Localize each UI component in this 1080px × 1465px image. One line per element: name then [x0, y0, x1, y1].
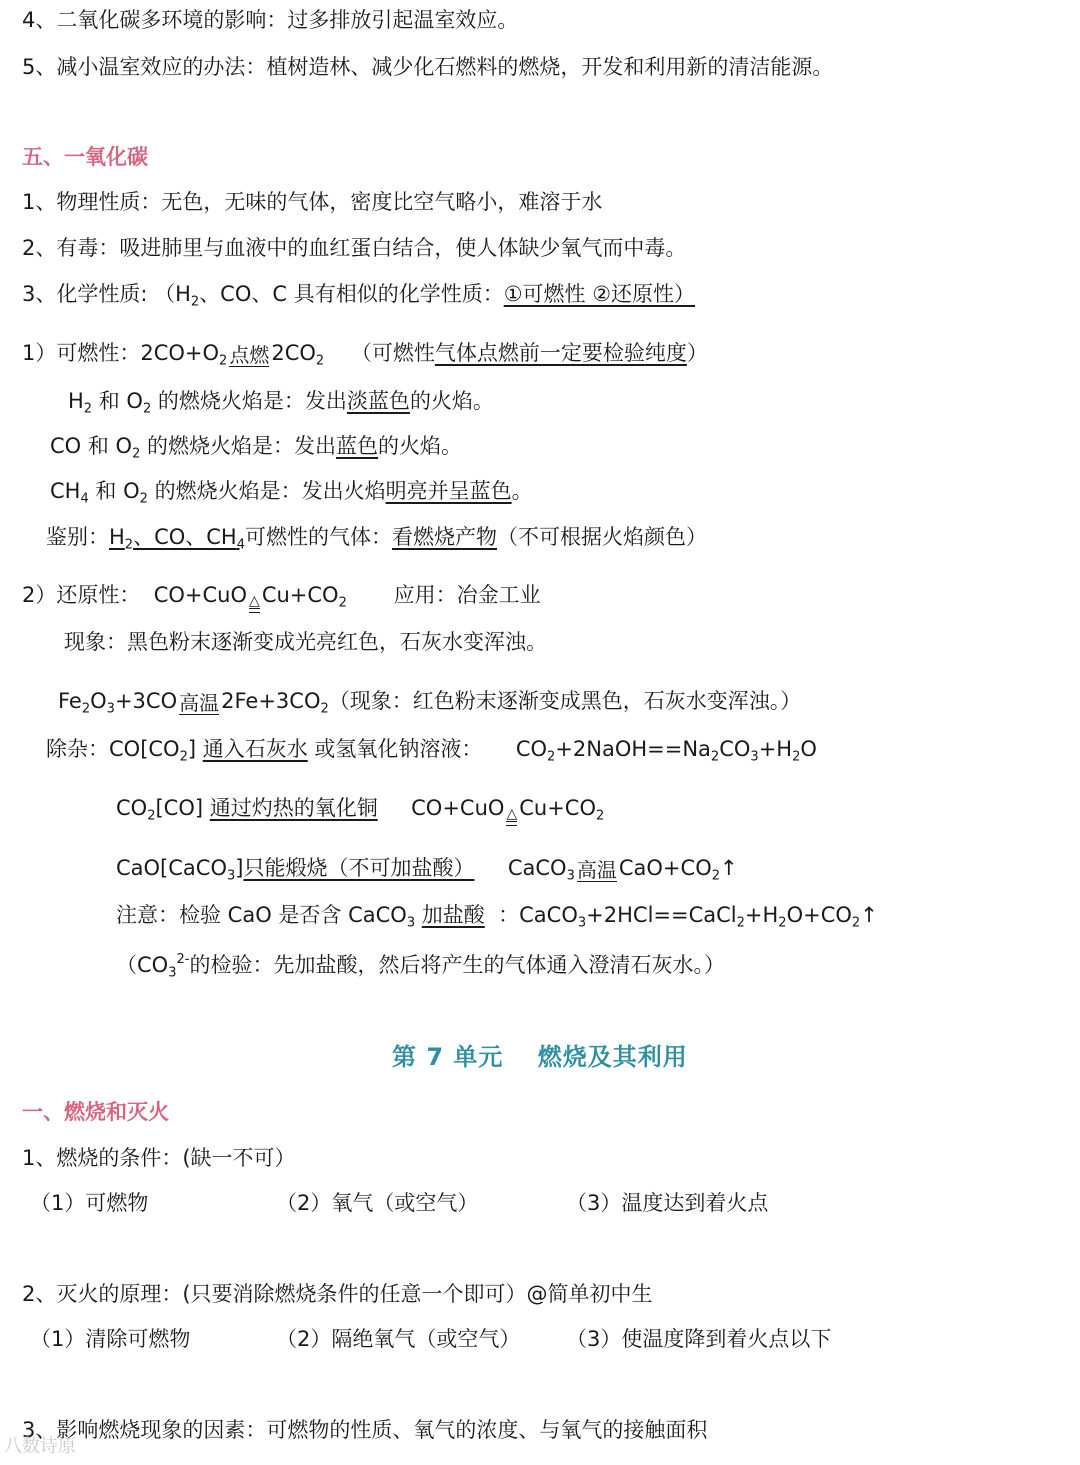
reaction-condition: 点燃 — [229, 342, 270, 367]
text-line: 鉴别：$H_2$、CO、$CH_4$可燃性的气体：看燃烧产物（不可根据火焰颜色） — [46, 525, 708, 553]
list-item: （2）隔绝氧气（或空气） — [276, 1327, 521, 1351]
text-line: 1、燃烧的条件：(缺一不可） — [22, 1146, 296, 1170]
text-line: $CO_2[CO]$ 通过灼热的氧化铜 CO+CuO △ $Cu+CO_2$ — [116, 793, 604, 832]
unit-title: 第 7 单元 燃烧及其利用 — [392, 1043, 688, 1071]
text-line: 5、减小温室效应的办法：植树造林、减少化石燃料的燃烧，开发和利用新的清洁能源。 — [22, 55, 834, 79]
reaction-condition: 高温 — [576, 857, 617, 882]
reaction-line: 1）可燃性：$2CO+O_2$ 点燃 $2CO_2$ （可燃性气体点燃前一定要检验纯度） — [22, 338, 708, 377]
text-line: 4、二氧化碳多环境的影响：过多排放引起温室效应。 — [22, 8, 519, 32]
text-line: 除杂：$CO[CO_2]$ 通入石灰水 或氢氧化钠溶液： $CO_2+2NaOH==Na_2CO_3+H_2O$ — [46, 737, 817, 765]
text-line: 现象：黑色粉末逐渐变成光亮红色，石灰水变浑浊。 — [64, 630, 547, 654]
text-line: 3、影响燃烧现象的因素：可燃物的性质、氧气的浓度、与氧气的接触面积 — [22, 1418, 708, 1442]
text-line: $CH_4$ 和 $O_2$ 的燃烧火焰是：发出火焰明亮并呈蓝色。 — [50, 479, 533, 507]
text-line: CaO[CaCO$_3$]只能煅烧（不可加盐酸） CaCO$_3$ 高温 $CaO+CO_2↑$ — [116, 853, 738, 892]
text-line: 3、化学性质: （$H_2$、CO、C 具有相似的化学性质：①可燃性 ②还原性） — [22, 282, 696, 310]
text-line: 注意：检验 CaO 是否含 CaCO$_3$ 加盐酸 ：$CaCO_3+2HCl==CaCl_2+H_2O+CO_2↑$ — [116, 903, 878, 931]
reaction-line: $Fe_2O_3+3CO$ 高温 $2Fe+3CO_2$（现象：红色粉末逐渐变成黑色，石灰水变浑浊。） — [58, 686, 801, 725]
watermark: 八数诗原 — [4, 1436, 76, 1457]
text-line: 2、灭火的原理：(只要消除燃烧条件的任意一个即可）@简单初中生 — [22, 1282, 653, 1306]
text-line: CO 和 $O_2$ 的燃烧火焰是：发出蓝色的火焰。 — [50, 434, 463, 462]
list-item: （3）使温度降到着火点以下 — [566, 1327, 832, 1351]
reaction-condition: △ — [506, 805, 518, 822]
text-line: $H_2$ 和 $O_2$ 的燃烧火焰是：发出淡蓝色的火焰。 — [68, 389, 494, 417]
list-item: （1）清除可燃物 — [30, 1327, 191, 1351]
text-line: （$CO_3^{2-}$的检验：先加盐酸，然后将产生的气体通入澄清石灰水。） — [116, 952, 725, 981]
list-item: （2）氧气（或空气） — [276, 1191, 479, 1215]
reaction-line: 2）还原性： CO+CuO △ $Cu+CO_2$ 应用：冶金工业 — [22, 580, 541, 619]
reaction-condition: 高温 — [179, 690, 220, 715]
text-line: 2、有毒：吸进肺里与血液中的血红蛋白结合，使人体缺少氧气而中毒。 — [22, 236, 687, 260]
text-line: 1、物理性质：无色，无味的气体，密度比空气略小，难溶于水 — [22, 190, 603, 214]
list-item: （1）可燃物 — [30, 1191, 149, 1215]
list-item: （3）温度达到着火点 — [566, 1191, 769, 1215]
section-title: 一、燃烧和灭火 — [22, 1100, 169, 1124]
section-title: 五、一氧化碳 — [22, 145, 148, 169]
reaction-condition: △ — [249, 592, 260, 609]
